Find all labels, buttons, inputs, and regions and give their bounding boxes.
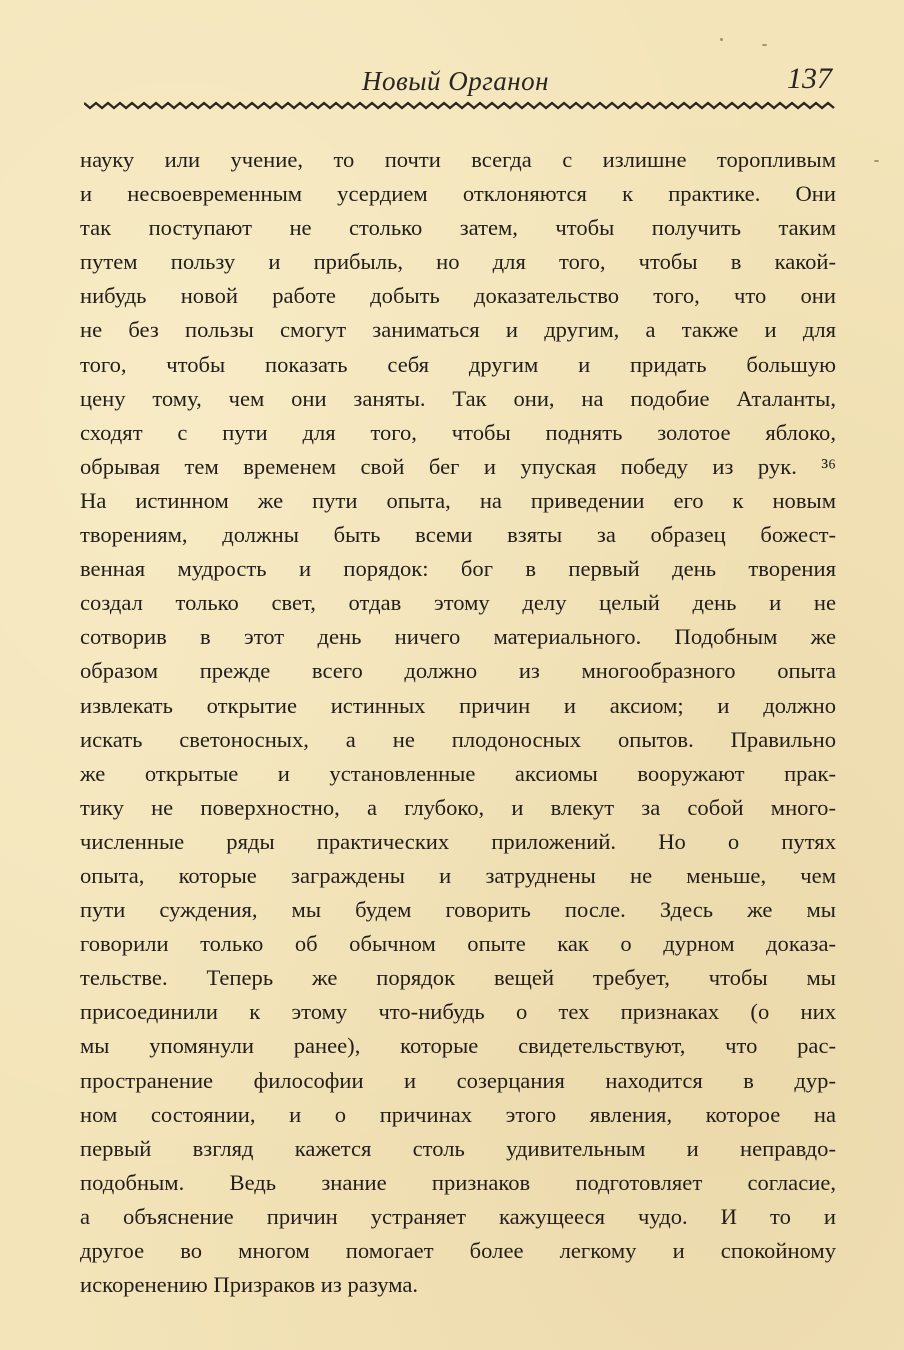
- ink-speck: [762, 44, 767, 46]
- text-line: подобным. Ведь знание признаков подготовляет согласие,: [80, 1169, 836, 1195]
- text-line: того, чтобы показать себя другим и придать большую: [80, 351, 836, 377]
- text-line: искать светоносных, а не плодоносных опытов. Правильно: [80, 726, 836, 752]
- text-line: На истинном же пути опыта, на приведении его к новым: [80, 487, 836, 513]
- text-line: же открытые и установленные аксиомы вооружают прак-: [80, 760, 836, 786]
- text-line: тельстве. Теперь же порядок вещей требует, чтобы мы: [80, 965, 836, 991]
- text-line: создал только свет, отдав этому делу целый день и не: [80, 590, 836, 616]
- text-line: не без пользы смогут заниматься и другим, а также и для: [80, 317, 836, 343]
- text-line: ном состоянии, и о причинах этого явления, которое на: [80, 1101, 836, 1127]
- text-line: опыта, которые заграждены и затруднены не меньше, чем: [80, 862, 836, 888]
- text-line: первый взгляд кажется столь удивительным и неправдо-: [80, 1135, 836, 1161]
- text-line: извлекать открытие истинных причин и аксиом; и должно: [80, 692, 836, 718]
- text-line: так поступают не столько затем, чтобы получить таким: [80, 215, 836, 241]
- ink-speck: [874, 160, 879, 162]
- text-line: обрывая тем временем свой бег и упуская победу из рук. ³⁶: [80, 453, 836, 479]
- text-line: науку или учение, то почти всегда с излишне торопливым: [80, 147, 836, 172]
- text-line: сходят с пути для того, чтобы поднять золотое яблоко,: [80, 419, 836, 445]
- page-header: [80, 62, 832, 102]
- text-line: численные ряды практических приложений. Но о путях: [80, 828, 836, 854]
- text-line: цену тому, чем они заняты. Так они, на подобие Аталанты,: [80, 385, 836, 411]
- text-line: нибудь новой работе добыть доказательство того, что они: [80, 283, 836, 309]
- body-text: [80, 143, 836, 1302]
- ink-speck: [720, 38, 723, 41]
- text-line: тику не поверхностно, а глубоко, и влекут за собой много-: [80, 794, 836, 820]
- text-line: а объяснение причин устраняет кажущееся чудо. И то и: [80, 1203, 836, 1229]
- decorative-wavy-rule: [84, 100, 836, 110]
- text-line: искоренению Призраков из разума.: [80, 1272, 419, 1298]
- text-line: другое во многом помогает более легкому и спокойному: [80, 1238, 836, 1263]
- text-line: пути суждения, мы будем говорить после. Здесь же мы: [80, 897, 836, 923]
- text-line: творениям, должны быть всеми взяты за образец божест-: [80, 522, 836, 548]
- running-title: Новый Органон: [362, 66, 550, 96]
- page-number: 137: [787, 62, 832, 95]
- text-line: образом прежде всего должно из многообразного опыта: [80, 658, 836, 684]
- text-line: сотворив в этот день ничего материального. Подобным же: [80, 624, 836, 650]
- text-line: присоединили к этому что-нибудь о тех признаках (о них: [80, 999, 836, 1025]
- text-line: говорили только об обычном опыте как о дурном доказа-: [80, 931, 836, 957]
- text-line: мы упомянули ранее), которые свидетельствуют, что рас-: [80, 1033, 836, 1059]
- text-line: путем пользу и прибыль, но для того, чтобы в какой-: [80, 249, 836, 275]
- text-line: пространение философии и созерцания находится в дур-: [80, 1067, 836, 1093]
- text-line: и несвоевременным усердием отклоняются к практике. Они: [80, 181, 836, 207]
- text-line: венная мудрость и порядок: бог в первый день творения: [80, 556, 836, 582]
